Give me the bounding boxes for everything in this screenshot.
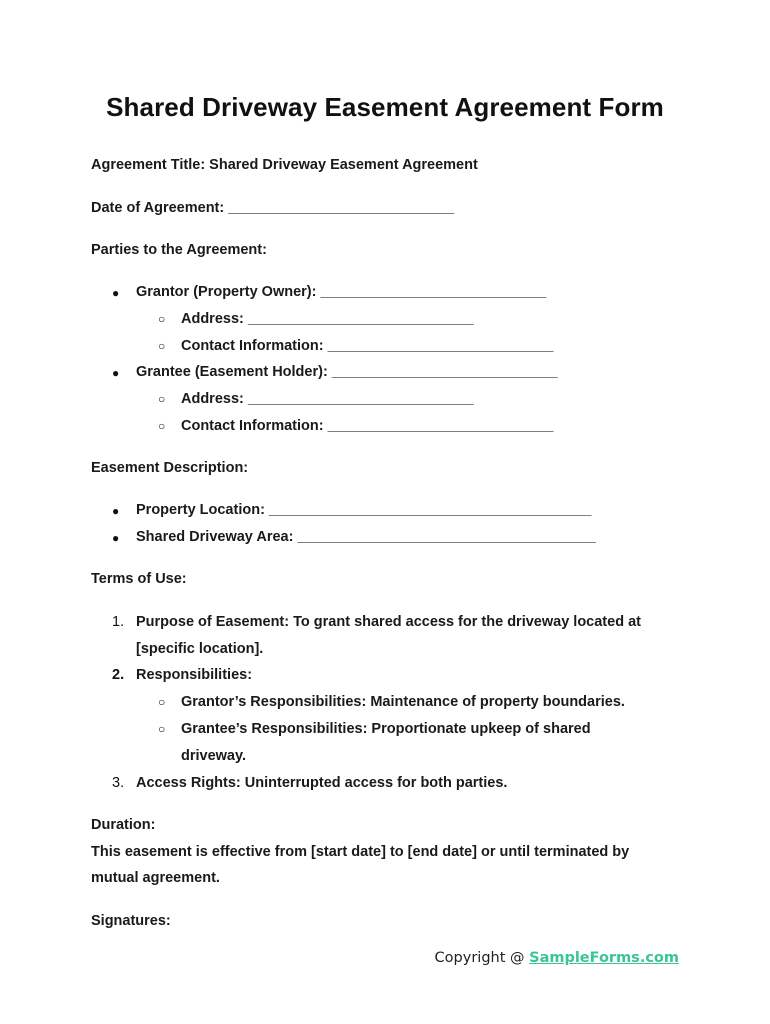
sub-bullet-marker: ○ [158, 419, 166, 433]
grantor-address-line: Address: ____________________________ [181, 311, 474, 327]
bullet-marker: ● [112, 504, 120, 518]
grantee-line: Grantee (Easement Holder): ____________________________ [136, 364, 558, 380]
purpose-of-easement-line: Purpose of Easement: To grant shared access for the driveway located at [136, 614, 641, 630]
duration-text-line: This easement is effective from [start date] to [end date] or until terminated by [91, 844, 630, 860]
copyright-text: Copyright @ [434, 950, 530, 966]
list-number-3: 3. [112, 775, 125, 791]
list-number-2: 2. [112, 667, 125, 683]
sub-bullet-marker: ○ [158, 695, 166, 709]
easement-description-heading: Easement Description: [91, 460, 249, 476]
grantor-line: Grantor (Property Owner): ____________________________ [136, 284, 547, 300]
parties-heading: Parties to the Agreement: [91, 242, 267, 258]
copyright-footer [435, 950, 679, 966]
terms-of-use-heading: Terms of Use: [91, 571, 187, 587]
sub-bullet-marker: ○ [158, 312, 166, 326]
document-title: Shared Driveway Easement Agreement Form [106, 92, 664, 122]
grantor-responsibilities-line: Grantor’s Responsibilities: Maintenance of property boundaries. [181, 694, 625, 710]
property-location-line: Property Location: ________________________________________ [136, 502, 592, 518]
list-number-1: 1. [112, 614, 125, 630]
bullet-marker: ● [112, 286, 120, 300]
grantor-contact-line: Contact Information: ____________________________ [181, 338, 554, 354]
grantee-responsibilities-line-2: driveway. [181, 748, 247, 764]
grantee-address-line: Address: ____________________________ [181, 391, 474, 407]
duration-text-line-2: mutual agreement. [91, 870, 220, 886]
sampleforms-link[interactable]: SampleForms.com [529, 950, 679, 966]
sub-bullet-marker: ○ [158, 339, 166, 353]
bullet-marker: ● [112, 531, 120, 545]
access-rights-line: Access Rights: Uninterrupted access for both parties. [136, 775, 508, 791]
sub-bullet-marker: ○ [158, 722, 166, 736]
signatures-heading: Signatures: [91, 913, 171, 929]
duration-heading: Duration: [91, 817, 156, 833]
shared-driveway-area-line: Shared Driveway Area: _____________________________________ [136, 529, 596, 545]
sub-bullet-marker: ○ [158, 392, 166, 406]
agreement-title-line: Agreement Title: Shared Driveway Easement Agreement [91, 157, 478, 173]
date-of-agreement-line: Date of Agreement: ____________________________ [91, 200, 455, 216]
bullet-marker: ● [112, 366, 120, 380]
grantee-responsibilities-line: Grantee’s Responsibilities: Proportionate upkeep of shared [181, 721, 591, 737]
responsibilities-heading: Responsibilities: [136, 667, 253, 683]
purpose-of-easement-line-2: [specific location]. [136, 641, 264, 657]
grantee-contact-line: Contact Information: ____________________________ [181, 418, 554, 434]
